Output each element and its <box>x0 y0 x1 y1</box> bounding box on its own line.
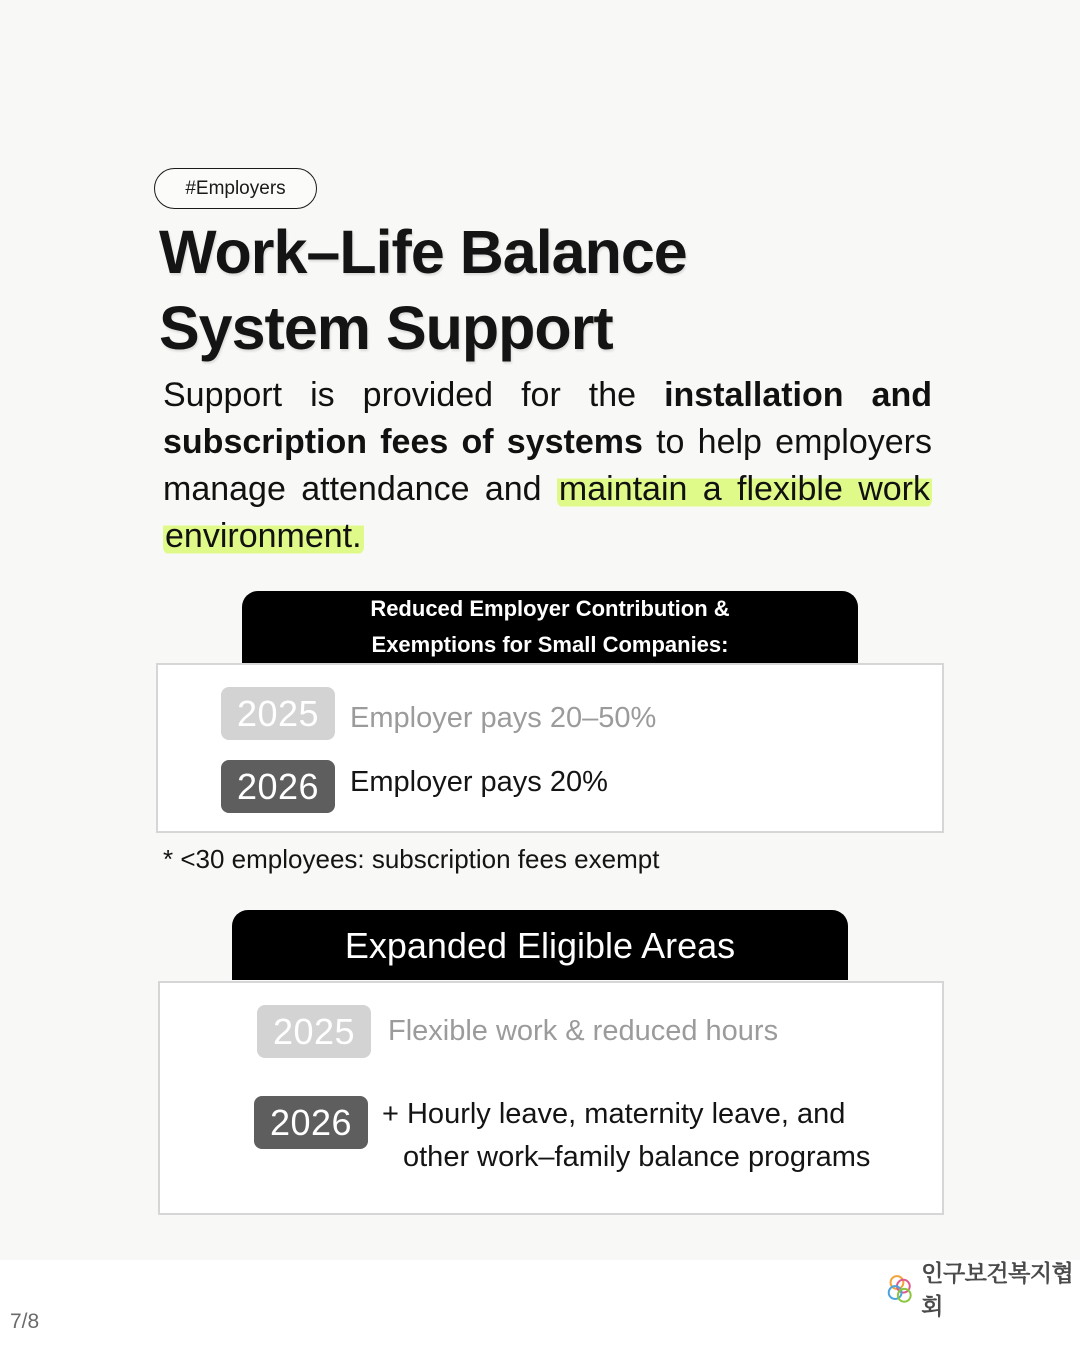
employers-tag: #Employers <box>154 168 317 209</box>
year-badge-2026: 2026 <box>221 760 335 813</box>
contribution-2025-text: Employer pays 20–50% <box>350 702 657 734</box>
eligible-2026-text-line-2: other work–family balance programs <box>403 1141 871 1173</box>
eligible-year-badge-2026: 2026 <box>254 1096 368 1149</box>
contribution-header-line-1: Reduced Employer Contribution & <box>370 596 730 621</box>
description-highlight-2: environment. <box>165 517 362 555</box>
organization-logo <box>886 1260 1080 1319</box>
description-highlight-1: maintain a flexible work <box>558 470 930 508</box>
description-part-1: Support is provided for the <box>163 376 665 414</box>
contribution-2026-text: Employer pays 20% <box>350 766 608 798</box>
title-line-2: System Support <box>159 294 613 362</box>
year-badge-2025: 2025 <box>221 687 335 740</box>
organization-logo-icon <box>886 1271 915 1305</box>
title-line-1: Work–Life Balance <box>159 218 687 286</box>
eligible-header: Expanded Eligible Areas <box>232 910 848 980</box>
eligible-2025-text: Flexible work & reduced hours <box>388 1015 779 1047</box>
page-number: 7/8 <box>10 1310 40 1333</box>
exemption-note: * <30 employees: subscription fees exempt <box>163 844 660 874</box>
organization-name: 인구보건복지협회 <box>921 1260 1074 1319</box>
eligible-2026-text-line-1: + Hourly leave, maternity leave, and <box>382 1098 846 1130</box>
page-title <box>159 214 687 366</box>
contribution-header <box>242 591 858 663</box>
contribution-header-line-2: Exemptions for Small Companies: <box>371 632 729 657</box>
description <box>163 372 932 560</box>
eligible-year-badge-2025: 2025 <box>257 1005 371 1058</box>
description-part-2: to help employers manage attendance and <box>163 423 932 508</box>
description-bold: installation and subscription fees of systems <box>163 376 933 461</box>
